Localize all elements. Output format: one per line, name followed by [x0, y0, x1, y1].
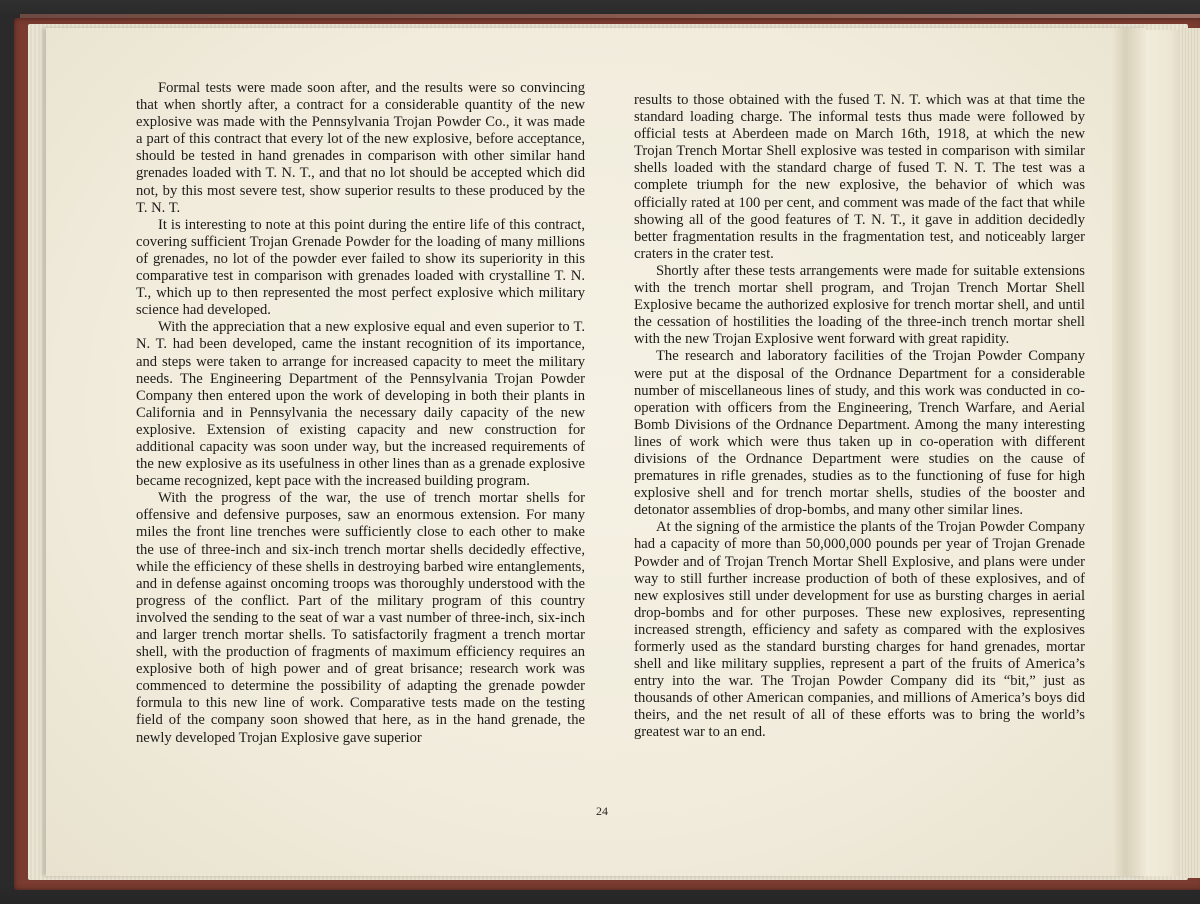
book-gutter — [1112, 28, 1146, 876]
paragraph: With the appreciation that a new explosive equal and even superior to T. N. T. had been developed, came the instant recognition of its importance, and steps were taken to arrange for increased capacity to meet the military needs. The Engineering Department of the Pennsylvania Trojan Powder Company then entered upon the work of developing in both their plants in California and in Pennsylvania the necessary daily capacity of the new explosive. Extension of existing capacity and new construction for additional capacity was soon under way, but the increased requirements of the new explosive as its usefulness in other lines than as a grenade explosive became recognized, kept pace with the increased building program. — [136, 319, 585, 490]
right-text-column — [634, 92, 1085, 742]
paragraph: It is interesting to note at this point during the entire life of this contract, covering sufficient Trojan Grenade Powder for the loading of many millions of grenades, no lot of the powder ever failed to show its superiority in this comparative test in comparison with grenades loaded with crystalline T. N. T., which up to then represented the most perfect explosive which military science had developed. — [136, 216, 585, 319]
paragraph: At the signing of the armistice the plants of the Trojan Powder Company had a capacity of more than 50,000,000 pounds per year of Trojan Grenade Powder and of Trojan Trench Mortar Shell Explosive, and plans were under way to still further increase production of both of these explosives, and of new explosives still under development for use as bursting charges in aerial drop-bombs and for other purposes. These new explosives, representing increased strength, efficiency and safety as compared with the explosives formerly used as the standard bursting charges for hand grenades, mortar shell and like military supplies, represent a part of the fruits of America’s entry into the war. The Trojan Powder Company did its “bit,” just as thousands of other American companies, and millions of America’s boys did theirs, and the net result of all of these efforts was to bring the world’s greatest war to an end. — [634, 519, 1085, 741]
paragraph: With the progress of the war, the use of trench mortar shells for offensive and defensive purposes, saw an enormous extension. For many miles the front line trenches were sufficiently close to each other to make the use of three-inch and six-inch trench mortar shells decidedly effective, while the efficiency of these shells in destroying barbed wire entanglements, and in defense against oncoming troops was thoroughly understood with the progress of the conflict. Part of the military program of this country involved the sending to the seat of war a vast number of three-inch, six-inch and larger trench mortar shells. To satisfactorily fragment a trench mortar shell, with the production of fragments of maximum efficiency requires an explosive both of high power and of great brisance; research work was commenced to determine the possibility of adapting the grenade powder formula to this new line of work. Comparative tests made on the testing field of the company soon showed that here, as in the hand grenade, the newly developed Trojan Explosive gave superior — [136, 490, 585, 746]
page-number: 24 — [596, 804, 608, 818]
paragraph: Shortly after these tests arrangements were made for suitable extensions with the trench mortar shell program, and Trojan Trench Mortar Shell Explosive became the authorized explosive for trench mortar shell, and until the cessation of hostilities the loading of the three-inch trench mortar shell with the new Trojan Explosive went forward with great rapidity. — [634, 262, 1085, 348]
paragraph: results to those obtained with the fused T. N. T. which was at that time the standard loading charge. The informal tests thus made were followed by official tests at Aberdeen made on March 16th, 1918, at which the new Trojan Trench Mortar Shell explosive was tested in comparison with similar shells loaded with the standard charge of fused T. N. T. The test was a complete triumph for the new explosive, the behavior of which was officially rated at 100 per cent, and comment was made of the fact that while showing all of the good features of T. N. T., it gave in addition decidedly better fragmentation results in the fragmentation test, and noticeably larger craters in the crater test. — [634, 92, 1085, 262]
left-text-column — [136, 80, 585, 747]
paragraph: The research and laboratory facilities of the Trojan Powder Company were put at the disposal of the Ordnance Department for a considerable number of miscellaneous lines of study, and this work was conducted in co-operation with officers from the Engineering, Trench Warfare, and Aerial Bomb Divisions of the Ordnance Department. Among the many interesting lines of work which were thus taken up in co-operation with different divisions of the Ordnance Department were studies on the cause of prematures in rifle grenades, studies as to the functioning of fuse for high explosive shell and for trench mortar shells, studies of the booster and detonator assemblies of drop-bombs, and many other similar lines. — [634, 348, 1085, 519]
paragraph: Formal tests were made soon after, and the results were so convincing that when shortly after, a contract for a considerable quantity of the new explosive was made with the Pennsylvania Trojan Powder Co., it was made a part of this contract that every lot of the new explosive, before acceptance, should be tested in hand grenades in comparison with other similar hand grenades loaded with T. N. T., and that no lot should be accepted which did not, by this most severe test, show superior results to these produced by the T. N. T. — [136, 80, 585, 216]
facing-page-edges — [1180, 28, 1200, 878]
